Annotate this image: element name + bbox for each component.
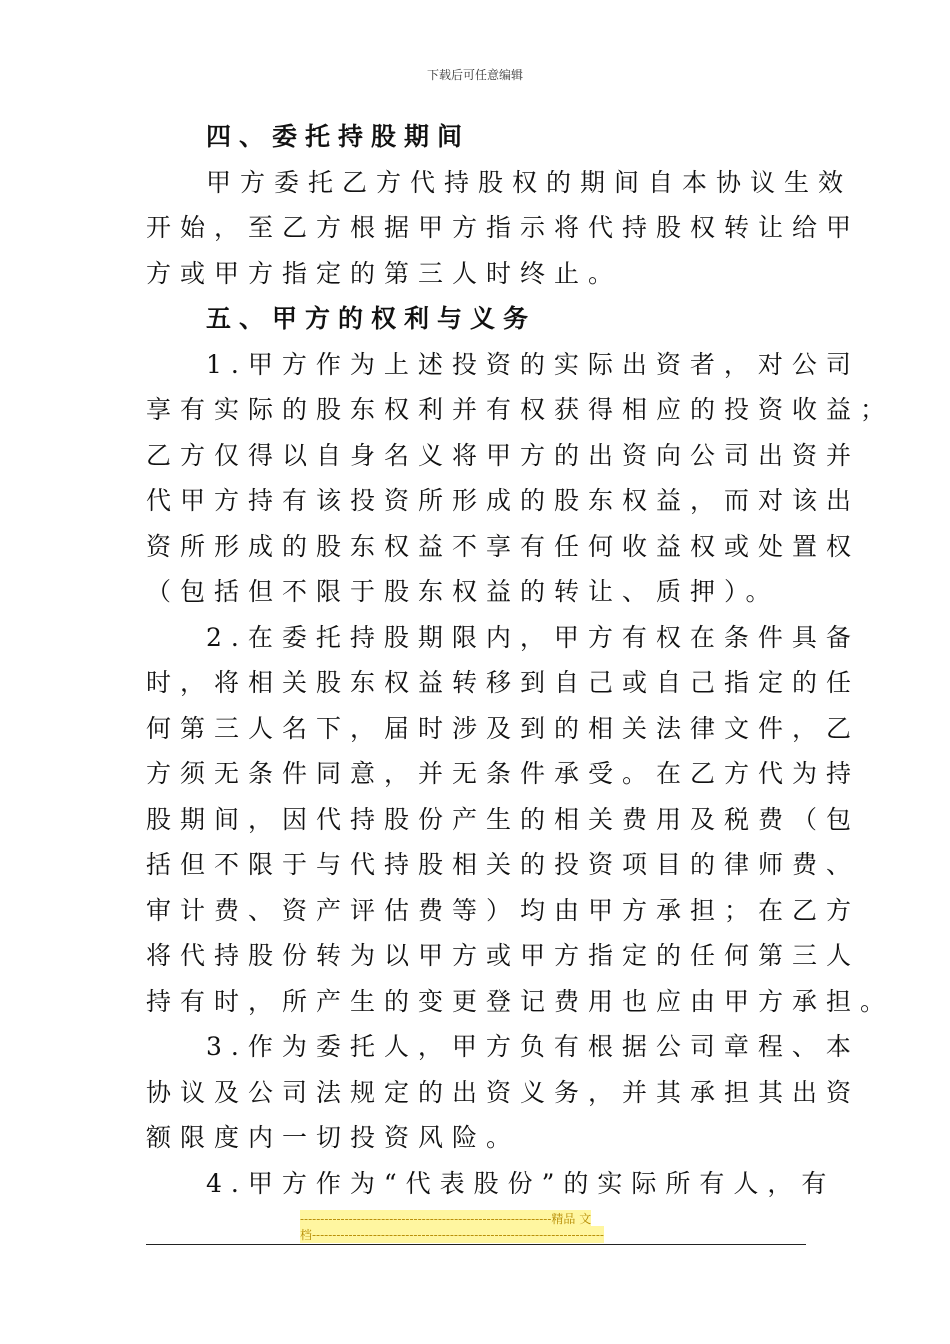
paragraph-line: （包括但不限于股东权益的转让、质押）。 (146, 577, 780, 606)
paragraph-line: 甲方委托乙方代持股权的期间自本协议生效 (206, 167, 853, 197)
paragraph-line: 资所形成的股东权益不享有任何收益权或处置权 (146, 531, 861, 561)
paragraph-line: 持有时，所产生的变更登记费用也应由甲方承担。 (146, 986, 895, 1016)
paragraph-line: 将代持股份转为以甲方或甲方指定的任何第三人 (146, 941, 861, 970)
paragraph-line: 审计费、资产评估费等）均由甲方承担；在乙方 (146, 895, 861, 925)
paragraph-line: 1.甲方作为上述投资的实际出资者，对公司 (206, 349, 860, 379)
paragraph-line: 代甲方持有该投资所形成的股东权益，而对该出 (146, 486, 861, 515)
footer-watermark-line1: --------------------------------------------------------------精品 文 (300, 1212, 592, 1226)
paragraph-line: 开始，至乙方根据甲方指示将代持股权转让给甲 (146, 213, 861, 242)
paragraph-line: 括但不限于与代持股相关的投资项目的律师费、 (146, 850, 861, 879)
paragraph-line: 4.甲方作为“代表股份”的实际所有人，有 (206, 1168, 836, 1198)
footer-rule (146, 1244, 806, 1245)
paragraph-line: 方或甲方指定的第三人时终止。 (146, 258, 623, 288)
paragraph-line: 方须无条件同意，并无条件承受。在乙方代为持 (146, 759, 861, 788)
paragraph-line: 3.作为委托人，甲方负有根据公司章程、本 (206, 1032, 860, 1061)
footer-watermark-line2: 档------------------------------------------------------------------------ (300, 1228, 604, 1242)
paragraph-line: 协议及公司法规定的出资义务，并其承担其出资 (146, 1077, 861, 1107)
section-heading: 五、甲方的权利与义务 (206, 304, 537, 333)
paragraph-line: 享有实际的股东权利并有权获得相应的投资收益； (146, 395, 895, 424)
section-heading: 四、委托持股期间 (206, 122, 471, 151)
page-header: 下载后可任意编辑 (426, 68, 523, 82)
paragraph-line: 股期间，因代持股份产生的相关费用及税费（包 (146, 804, 861, 834)
paragraph-line: 2.在委托持股期限内，甲方有权在条件具备 (206, 622, 860, 652)
paragraph-line: 时，将相关股东权益转移到自己或自己指定的任 (146, 668, 861, 697)
document-body (146, 114, 895, 1206)
paragraph-line: 乙方仅得以自身名义将甲方的出资向公司出资并 (146, 440, 861, 470)
paragraph-line: 额限度内一切投资风险。 (146, 1123, 521, 1152)
paragraph-line: 何第三人名下，届时涉及到的相关法律文件，乙 (146, 713, 861, 743)
